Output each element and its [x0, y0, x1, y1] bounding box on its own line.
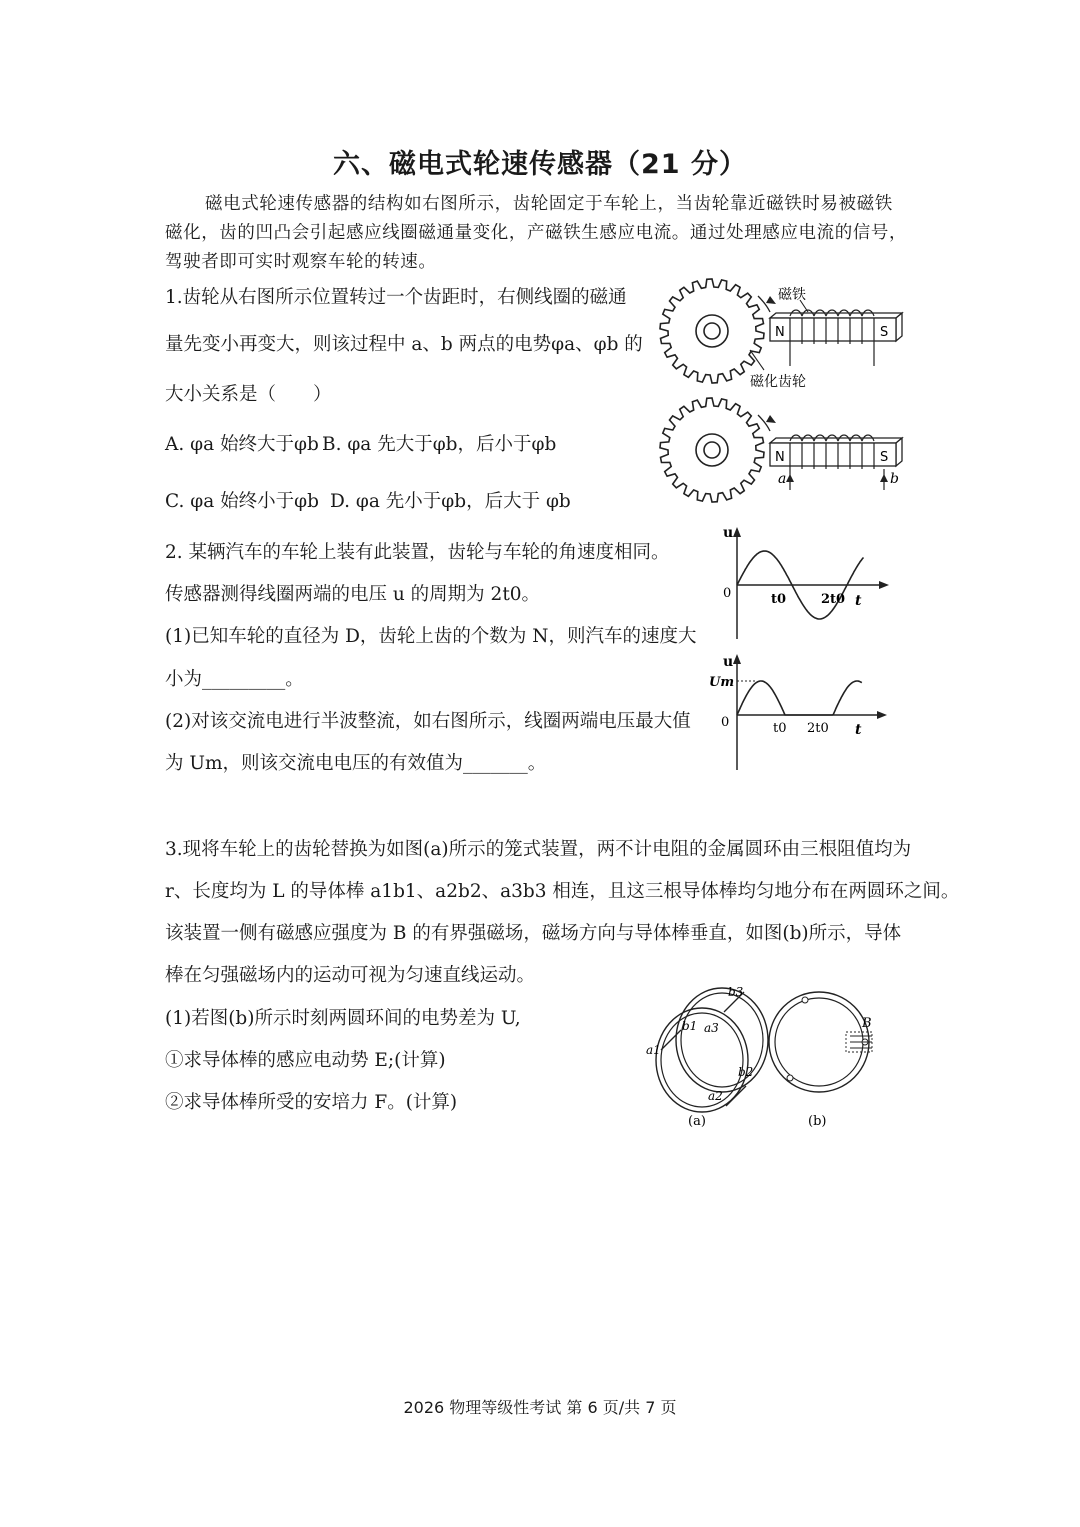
- halfwave-figure: [705, 652, 895, 774]
- gear-bottom: [660, 398, 764, 502]
- cage-figure-b: [769, 992, 872, 1129]
- q2-line-2: 传感器测得线圈两端的电压 u 的周期为 2t0。: [165, 584, 541, 605]
- caption-b: (b): [808, 1114, 827, 1129]
- label-a2: a2: [708, 1089, 723, 1103]
- point-a-label: a: [778, 471, 787, 487]
- q1-option-d: D. φa 先小于φb，后大于 φb: [330, 491, 571, 512]
- q1-line-2: 量先变小再变大，则该过程中 a、b 两点的电势φa、φb 的: [165, 334, 643, 355]
- magnetized-gear-label: 磁化齿轮: [750, 374, 806, 390]
- q2-line-1: 2. 某辆汽车的车轮上装有此装置，齿轮与车轮的角速度相同。: [165, 542, 670, 563]
- gear-top: [660, 279, 764, 383]
- label-b1: b1: [682, 1019, 698, 1033]
- pole-n-label: N: [775, 325, 785, 340]
- magnet-bottom: [770, 435, 902, 490]
- label-b3: b3: [728, 985, 744, 999]
- q1-line-1: 1.齿轮从右图所示位置转过一个齿距时，右侧线圈的磁通: [165, 287, 627, 308]
- sensor-figure: [650, 278, 910, 508]
- q2-line-5: (2)对该交流电进行半波整流，如右图所示，线圈两端电压最大值: [165, 711, 691, 732]
- point-b-label: b: [890, 471, 899, 487]
- arrow-head-icon: [766, 296, 776, 304]
- q3-line-4: 棒在匀强磁场内的运动可视为匀速直线运动。: [165, 965, 536, 986]
- page-footer: 2026 物理等级性考试 第 6 页/共 7 页: [403, 1398, 677, 1417]
- magnet-label: 磁铁: [778, 287, 806, 303]
- half-2t0-label: 2t0: [807, 721, 829, 736]
- sine-origin-label: 0: [723, 586, 732, 601]
- caption-a: (a): [688, 1114, 706, 1129]
- q3-line-6: ①求导体棒的感应电动势 E;(计算): [165, 1050, 446, 1071]
- cage-figure-a: [646, 985, 768, 1129]
- sine-2t0-label: 2t0: [821, 592, 846, 607]
- q1-option-a: A. φa 始终大于φb: [165, 434, 319, 455]
- q1-option-b: B. φa 先大于φb，后小于φb: [322, 434, 557, 455]
- half-y-axis-label: u: [723, 654, 734, 670]
- label-b2: b2: [738, 1065, 754, 1079]
- q3-line-7: ②求导体棒所受的安培力 F。(计算): [165, 1092, 458, 1113]
- q1-option-c: C. φa 始终小于φb: [165, 491, 319, 512]
- cage-figure: [636, 980, 886, 1130]
- half-x-axis-label: t: [855, 722, 862, 738]
- label-a3: a3: [704, 1021, 719, 1035]
- current-arrow-icon: [786, 474, 794, 482]
- q3-line-1: 3.现将车轮上的齿轮替换为如图(a)所示的笼式装置，两不计电阻的金属圆环由三根阻值均为: [165, 839, 912, 860]
- q1-line-3: 大小关系是（ ）: [165, 384, 332, 405]
- q2-line-3: (1)已知车轮的直径为 D，齿轮上齿的个数为 N，则汽车的速度大: [165, 626, 697, 647]
- intro-line-2: 磁化，齿的凹凸会引起感应线圈磁通量变化，产磁铁生感应电流。通过处理感应电流的信号，: [165, 223, 908, 243]
- q3-line-2: r、长度均为 L 的导体棒 a1b1、a2b2、a3b3 相连，且这三根导体棒均匀地分布在两圆环之间。: [165, 881, 960, 902]
- q3-line-3: 该装置一侧有磁感应强度为 B 的有界强磁场，磁场方向与导体棒垂直，如图(b)所示，导体: [165, 923, 902, 944]
- sine-t0-label: t0: [771, 592, 787, 607]
- section-title: 六、磁电式轮速传感器（21 分）: [333, 149, 747, 180]
- intro-line-3: 驾驶者即可实时观察车轮的转速。: [165, 252, 437, 272]
- half-origin-label: 0: [721, 715, 730, 730]
- half-t0-label: t0: [773, 721, 787, 736]
- field-b-label: B: [862, 1016, 872, 1031]
- sine-y-axis-label: u: [723, 525, 734, 541]
- halfwave-curve: [737, 681, 862, 715]
- half-peak-label: Um: [709, 675, 735, 690]
- pole-s-label-2: S: [880, 450, 889, 465]
- q2-line-4: 小为_________。: [165, 669, 304, 690]
- q2-line-6: 为 Um，则该交流电电压的有效值为_______。: [165, 753, 547, 774]
- sine-x-axis-label: t: [855, 593, 862, 609]
- arrow-head-icon: [766, 415, 776, 423]
- intro-line-1: 磁电式轮速传感器的结构如右图所示，齿轮固定于车轮上，当齿轮靠近磁铁时易被磁铁: [205, 194, 893, 214]
- magnet-top: [770, 310, 902, 366]
- pole-n-label-2: N: [775, 450, 785, 465]
- q3-line-5: (1)若图(b)所示时刻两圆环间的电势差为 U,: [165, 1008, 521, 1029]
- pole-s-label: S: [880, 325, 889, 340]
- sine-waveform-figure: [715, 525, 895, 643]
- label-a1: a1: [646, 1043, 661, 1057]
- current-arrow-icon: [880, 474, 888, 482]
